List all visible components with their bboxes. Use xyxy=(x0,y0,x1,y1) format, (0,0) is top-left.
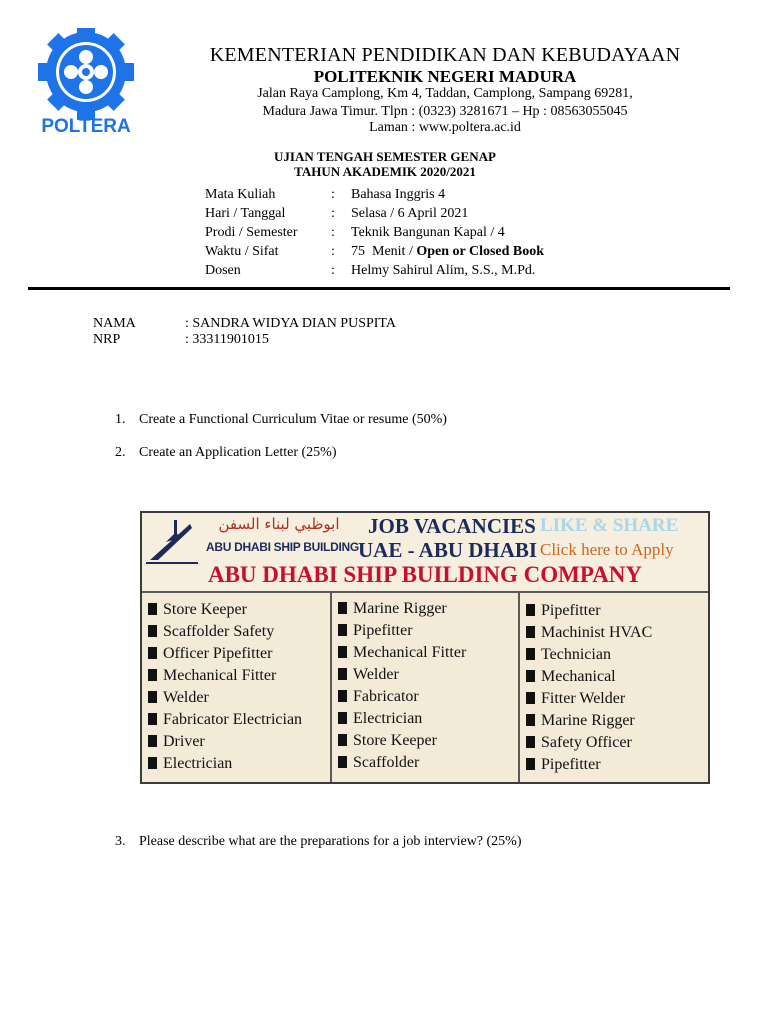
poltera-logo xyxy=(30,28,142,136)
job-title: Marine Rigger xyxy=(541,712,635,729)
job-item xyxy=(526,646,611,668)
ministry-name: KEMENTERIAN PENDIDIKAN DAN KEBUDAYAAN xyxy=(209,44,681,66)
info-colon: : xyxy=(331,187,335,202)
bullet-square-icon xyxy=(338,668,347,680)
student-nrp-value: : 33311901015 xyxy=(185,332,269,347)
job-item xyxy=(338,666,399,688)
job-vacancies-heading: JOB VACANCIES xyxy=(368,514,536,538)
job-item xyxy=(338,710,422,732)
academic-year: TAHUN AKADEMIK 2020/2021 xyxy=(294,164,476,179)
info-label: Hari / Tanggal xyxy=(205,206,286,221)
job-title: Pipefitter xyxy=(541,756,601,773)
student-name-label: NAMA xyxy=(93,316,136,331)
job-item xyxy=(526,734,632,756)
location-heading: UAE - ABU DHABI xyxy=(358,538,538,562)
bullet-square-icon xyxy=(148,647,157,659)
job-title: Pipefitter xyxy=(541,602,601,619)
job-item xyxy=(148,645,272,667)
info-label: Dosen xyxy=(205,263,241,278)
bullet-square-icon xyxy=(526,758,535,770)
job-item xyxy=(338,732,437,754)
bullet-square-icon xyxy=(338,602,347,614)
job-column-2 xyxy=(330,593,520,782)
address-line-2: Madura Jawa Timur. Tlpn : (0323) 3281671 – Hp : 08563055045 xyxy=(262,104,628,119)
job-title: Mechanical xyxy=(541,668,616,685)
job-item xyxy=(148,711,302,733)
bullet-square-icon xyxy=(338,690,347,702)
bullet-square-icon xyxy=(338,734,347,746)
bullet-square-icon xyxy=(148,713,157,725)
job-title: Store Keeper xyxy=(353,732,437,749)
question-number: 1. xyxy=(115,412,126,427)
bullet-square-icon xyxy=(148,669,157,681)
job-item xyxy=(148,623,274,645)
job-title: Scaffolder xyxy=(353,754,420,771)
info-value: Bahasa Inggris 4 xyxy=(351,187,446,202)
info-colon: : xyxy=(331,225,335,240)
exam-title: UJIAN TENGAH SEMESTER GENAP xyxy=(274,149,496,164)
bullet-square-icon xyxy=(526,626,535,638)
bullet-square-icon xyxy=(338,624,347,636)
header-divider xyxy=(28,287,730,290)
job-title: Welder xyxy=(163,689,209,706)
job-title: Fabricator xyxy=(353,688,419,705)
info-value: Selasa / 6 April 2021 xyxy=(351,206,469,221)
job-title: Machinist HVAC xyxy=(541,624,653,641)
bullet-square-icon xyxy=(526,714,535,726)
bullet-square-icon xyxy=(148,625,157,637)
job-title: Electrician xyxy=(353,710,423,727)
question-text: Create an Application Letter (25%) xyxy=(139,445,337,460)
bullet-square-icon xyxy=(526,604,535,616)
job-title: Welder xyxy=(353,666,399,683)
bullet-square-icon xyxy=(526,736,535,748)
info-colon: : xyxy=(331,244,335,259)
info-label: Waktu / Sifat xyxy=(205,244,279,259)
job-item xyxy=(526,712,635,734)
job-title: Scaffolder Safety xyxy=(163,623,275,640)
info-value xyxy=(351,244,544,260)
info-colon: : xyxy=(331,263,335,278)
job-vacancy-poster xyxy=(140,511,710,784)
job-title: Electrician xyxy=(163,755,233,772)
job-item xyxy=(526,690,625,712)
job-title: Mechanical Fitter xyxy=(353,644,467,661)
bullet-square-icon xyxy=(526,692,535,704)
job-item xyxy=(526,624,652,646)
job-item xyxy=(338,622,413,644)
arabic-company-name: ابوظبي لبناء السفن xyxy=(218,515,340,533)
bullet-square-icon xyxy=(148,691,157,703)
address-line-1: Jalan Raya Camplong, Km 4, Taddan, Camplong, Sampang 69281, xyxy=(257,86,633,101)
question-number: 3. xyxy=(115,834,126,849)
info-value: Helmy Sahirul Alim, S.S., M.Pd. xyxy=(351,263,536,278)
bullet-square-icon xyxy=(148,735,157,747)
info-colon: : xyxy=(331,206,335,221)
student-name-value: : SANDRA WIDYA DIAN PUSPITA xyxy=(185,316,396,331)
student-nrp-label: NRP xyxy=(93,332,121,347)
question-number: 2. xyxy=(115,445,126,460)
job-column-3 xyxy=(518,593,708,782)
job-item xyxy=(338,644,466,666)
job-item xyxy=(526,668,616,690)
job-title: Safety Officer xyxy=(541,734,632,751)
job-item xyxy=(338,754,419,776)
info-value-mode: Open or Closed Book xyxy=(416,244,545,259)
job-title: Marine Rigger xyxy=(353,600,447,617)
job-item xyxy=(526,602,601,624)
question-text: Please describe what are the preparations for a job interview? (25%) xyxy=(139,834,522,849)
info-label: Prodi / Semester xyxy=(205,225,298,240)
apply-link[interactable]: Click here to Apply xyxy=(540,540,674,559)
job-item xyxy=(338,600,447,622)
bullet-square-icon xyxy=(526,670,535,682)
job-column-1 xyxy=(142,593,330,782)
question-text: Create a Functional Curriculum Vitae or resume (50%) xyxy=(139,412,447,427)
job-title: Pipefitter xyxy=(353,622,413,639)
job-title: Officer Pipefitter xyxy=(163,645,273,662)
job-item xyxy=(338,688,419,710)
bullet-square-icon xyxy=(338,646,347,658)
poster-header xyxy=(142,513,708,593)
job-title: Technician xyxy=(541,646,611,663)
job-item xyxy=(148,601,247,623)
ship-icon xyxy=(146,516,198,564)
job-item xyxy=(148,733,205,755)
company-full-name: ABU DHABI SHIP BUILDING COMPANY xyxy=(207,562,643,587)
job-item xyxy=(148,755,232,777)
info-label: Mata Kuliah xyxy=(205,187,276,202)
job-item xyxy=(526,756,601,778)
job-title: Mechanical Fitter xyxy=(163,667,277,684)
website-line: Laman : www.poltera.ac.id xyxy=(369,120,521,135)
bullet-square-icon xyxy=(148,757,157,769)
bullet-square-icon xyxy=(148,603,157,615)
info-value: Teknik Bangunan Kapal / 4 xyxy=(351,225,505,240)
company-short-name: ABU DHABI SHIP BUILDING xyxy=(206,540,359,554)
job-title: Fitter Welder xyxy=(541,690,626,707)
job-item xyxy=(148,689,209,711)
bullet-square-icon xyxy=(526,648,535,660)
job-title: Fabricator Electrician xyxy=(163,711,303,728)
institution-name: POLITEKNIK NEGERI MADURA xyxy=(313,67,577,86)
info-value-time: 75 Menit / xyxy=(351,244,417,259)
job-title: Driver xyxy=(163,733,205,750)
like-share-text: LIKE & SHARE xyxy=(540,515,679,536)
job-item xyxy=(148,667,276,689)
logo-text: POLTERA xyxy=(41,116,131,136)
job-title: Store Keeper xyxy=(163,601,247,618)
bullet-square-icon xyxy=(338,756,347,768)
bullet-square-icon xyxy=(338,712,347,724)
